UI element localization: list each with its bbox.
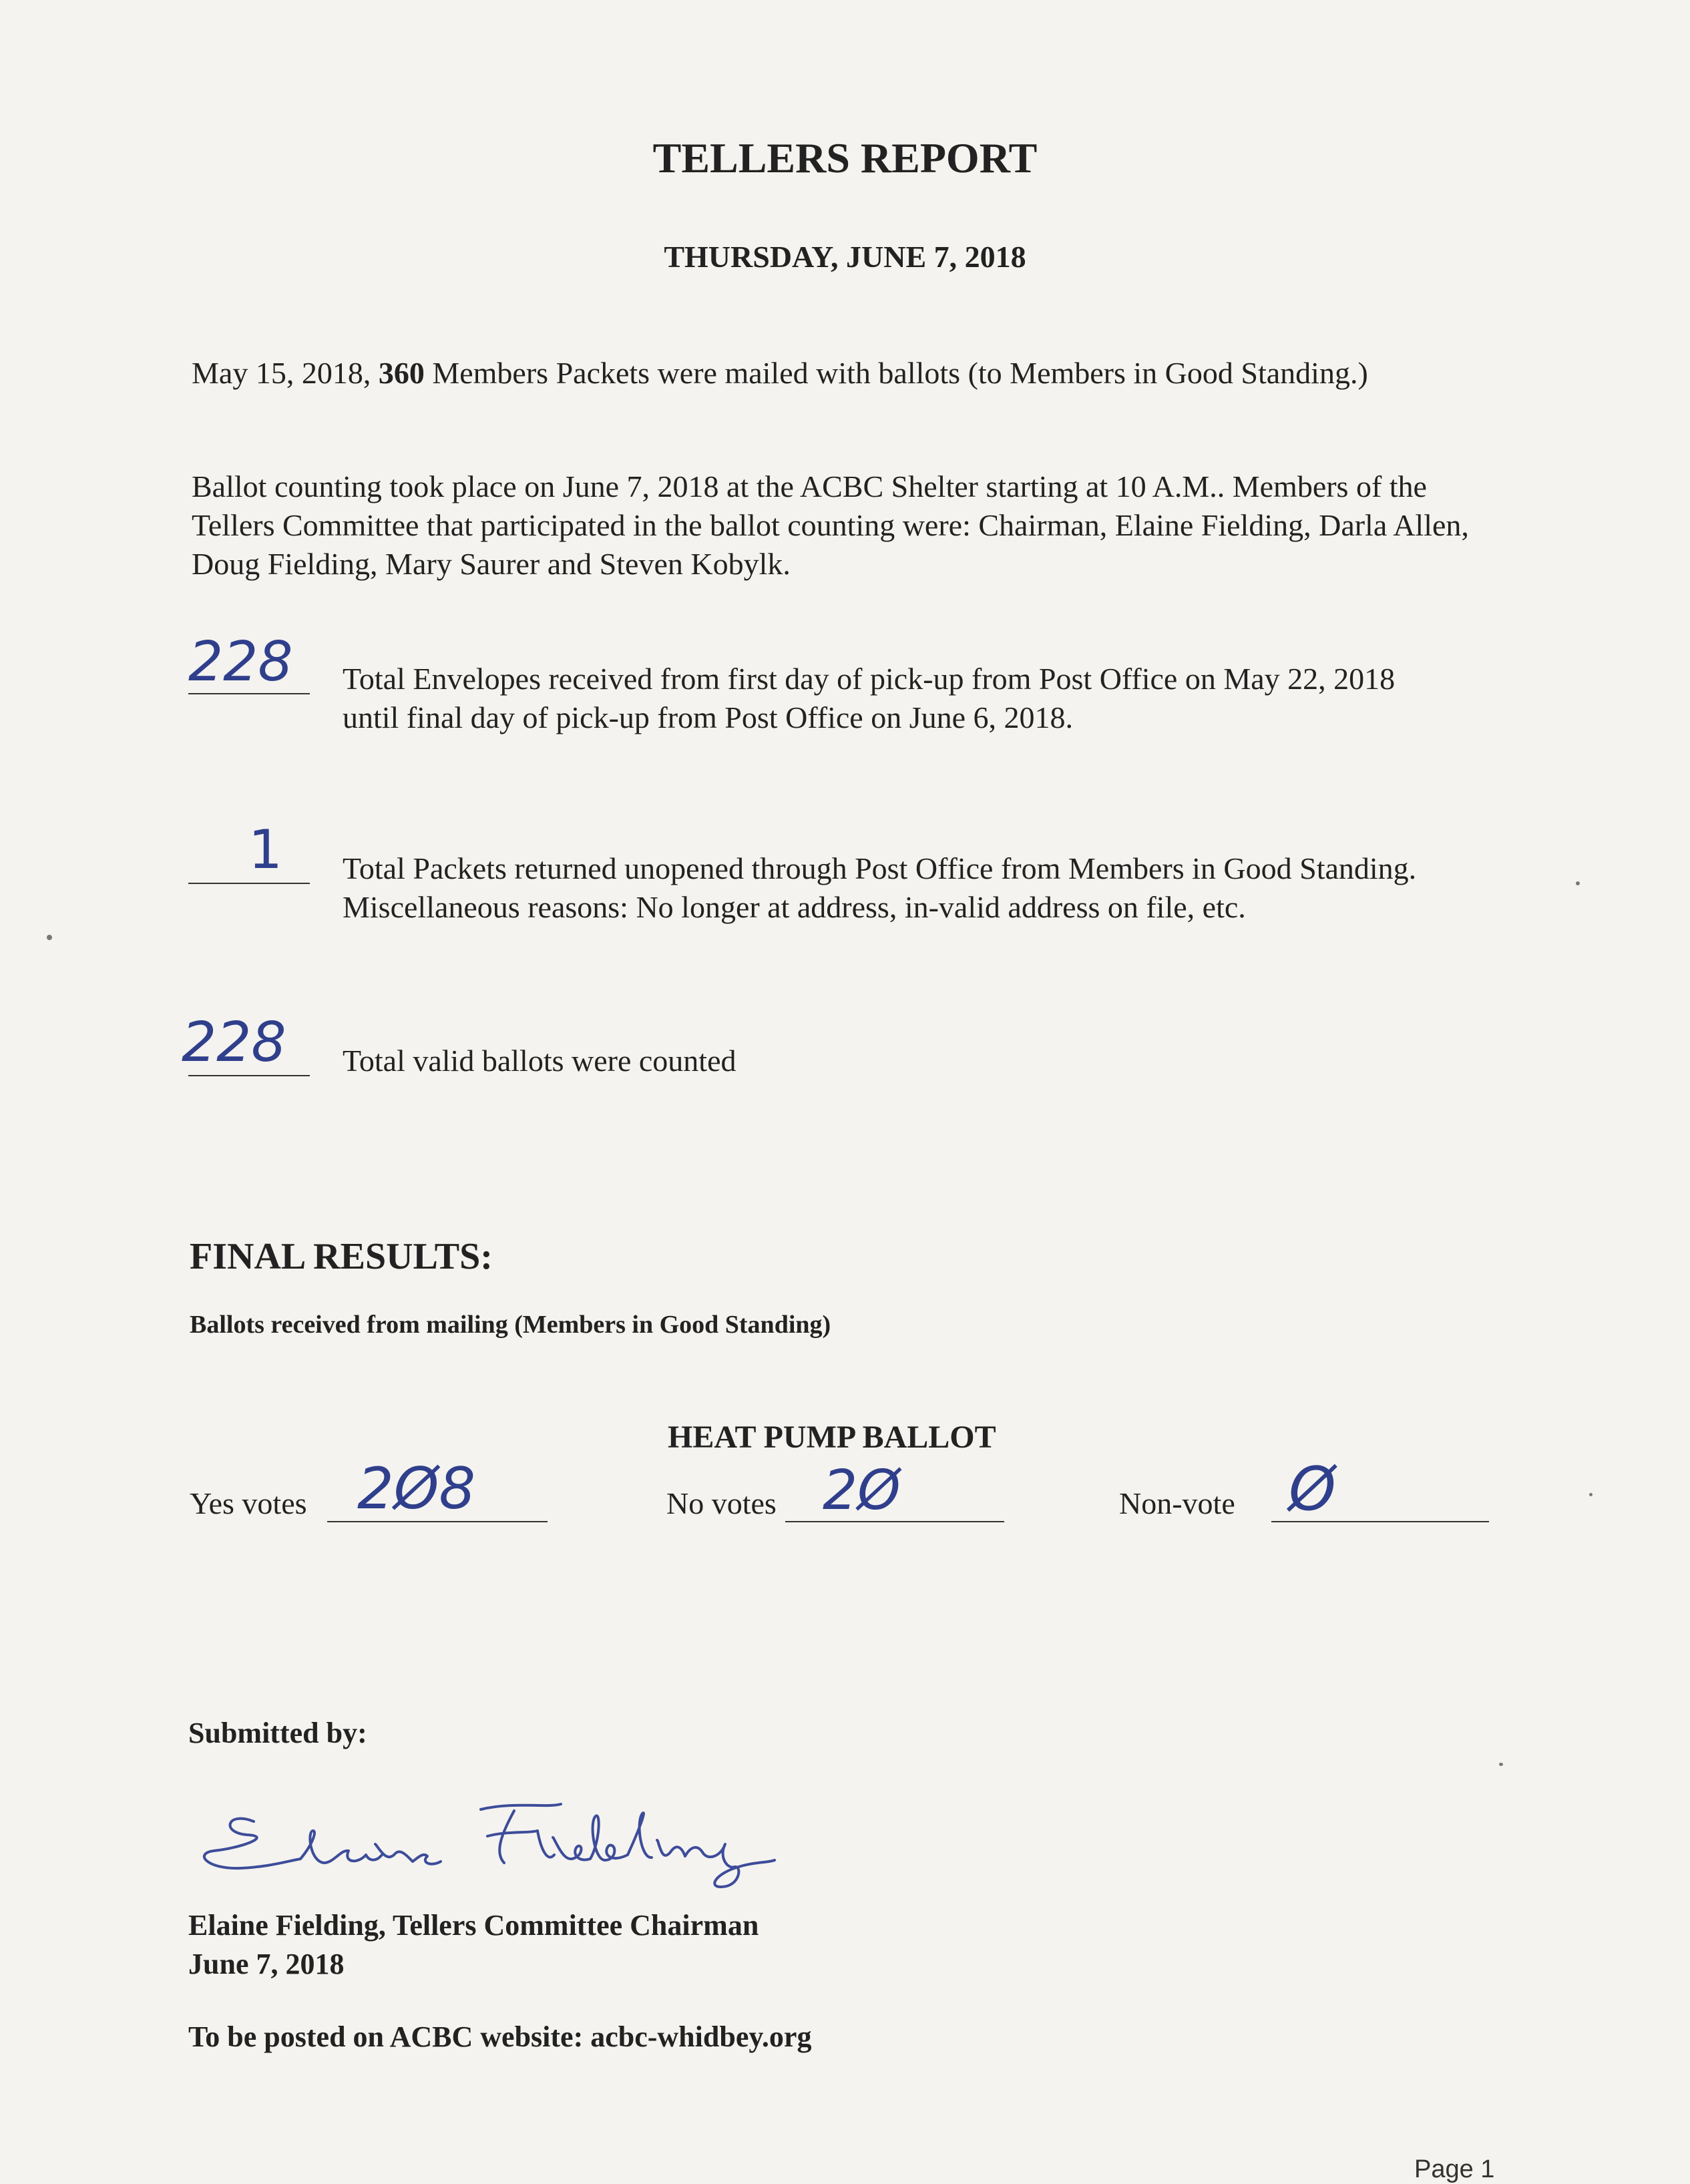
scan-speck <box>1589 1493 1593 1496</box>
mailed-prefix: May 15, 2018, <box>192 356 379 390</box>
scan-speck <box>1499 1763 1503 1766</box>
no-votes-label: No votes <box>666 1486 777 1520</box>
no-votes-value: 2Ø <box>823 1459 901 1522</box>
posted-note: To be posted on ACBC website: acbc-whidbey.org <box>188 2020 812 2053</box>
final-results-subheading: Ballots received from mailing (Members in Good Standing) <box>190 1311 831 1339</box>
valid-underline <box>188 1075 310 1076</box>
nonvote-value: Ø <box>1289 1454 1336 1524</box>
signature-stroke-laine <box>300 1831 441 1864</box>
final-results-heading: FINAL RESULTS: <box>190 1236 493 1277</box>
counting-statement: Ballot counting took place on June 7, 2018 at the ACBC Shelter starting at 10 A.M.. Members of the Tellers Committee that participated in the ballot counting were: Chairman, Elaine Fielding, Darla Allen, Doug Fielding, Mary Saurer and Steven Kobylk. <box>192 469 1469 581</box>
valid-text: Total valid ballots were counted <box>343 1044 736 1078</box>
signature-stroke-ielding <box>538 1813 775 1887</box>
signature-stroke-f <box>481 1804 561 1863</box>
item-valid <box>0 1011 1690 1095</box>
yes-votes-value: 2Ø8 <box>357 1456 476 1522</box>
signer-block <box>188 1906 759 1984</box>
returned-value: 1 <box>248 819 282 881</box>
yes-votes-underline <box>327 1521 548 1522</box>
submitted-by-label: Submitted by: <box>188 1717 367 1749</box>
report-date: THURSDAY, JUNE 7, 2018 <box>664 240 1026 274</box>
envelopes-underline <box>188 693 310 694</box>
scan-speck <box>47 935 52 940</box>
nonvote-label: Non-vote <box>1119 1486 1235 1520</box>
item-returned <box>0 819 1690 935</box>
envelopes-text: Total Envelopes received from first day of pick-up from Post Office on May 22, 2018 until final day of pick-up from Post Office on June 6, 2018. <box>343 662 1396 734</box>
no-votes-underline <box>785 1521 1004 1522</box>
page-number: Page 1 <box>1414 2155 1495 2183</box>
mailed-suffix: Members Packets were mailed with ballots (to Members in Good Standing.) <box>424 356 1368 390</box>
returned-underline <box>188 883 310 884</box>
ballot-title: HEAT PUMP BALLOT <box>668 1419 996 1455</box>
mailed-statement <box>192 354 1368 393</box>
valid-value: 228 <box>182 1011 286 1074</box>
signer-name: Elaine Fielding, Tellers Committee Chairman <box>188 1909 759 1942</box>
nonvote-underline <box>1271 1521 1489 1522</box>
returned-text: Total Packets returned unopened through Post Office from Members in Good Standing. Miscellaneous reasons: No longer at address, in-valid address on file, etc. <box>343 851 1417 924</box>
envelopes-value: 228 <box>188 630 293 694</box>
yes-votes-label: Yes votes <box>190 1486 307 1520</box>
signature <box>200 1769 835 1890</box>
signature-stroke-e <box>204 1819 300 1868</box>
report-title: TELLERS REPORT <box>652 134 1038 182</box>
scan-speck <box>1576 881 1580 885</box>
mailed-count: 360 <box>378 356 425 390</box>
item-envelopes <box>0 630 1690 741</box>
signer-date: June 7, 2018 <box>188 1948 345 1980</box>
